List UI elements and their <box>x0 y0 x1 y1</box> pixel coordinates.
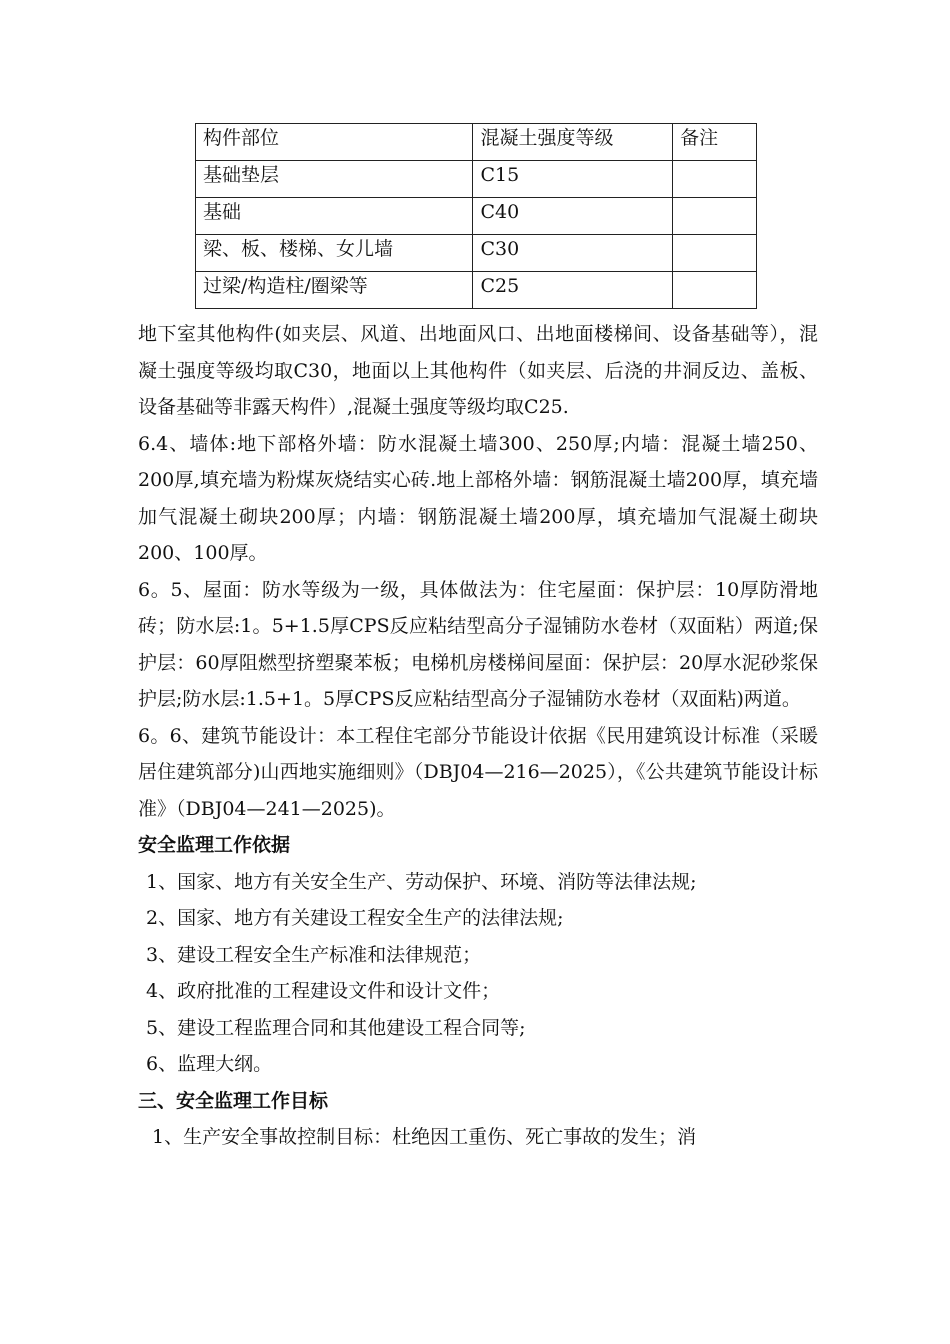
table-row <box>196 235 757 272</box>
paragraph-walls: 6.4、墙体:地下部格外墙：防水混凝土墙300、250厚;内墙：混凝土墙250、200厚,填充墙为粉煤灰烧结实心砖.地上部格外墙：钢筋混凝土墙200厚，填充墙加气混凝土砌块200厚；内墙：钢筋混凝土墙200厚，填充墙加气混凝土砌块200、100厚。 <box>138 432 818 564</box>
list-item: 5、建设工程监理合同和其他建设工程合同等; <box>146 1016 526 1039</box>
list-item: 4、政府批准的工程建设文件和设计文件； <box>146 980 501 1002</box>
table-cell: 基础垫层 <box>196 161 473 198</box>
list-item: 3、建设工程安全生产标准和法律规范； <box>146 943 482 966</box>
table-header-cell: 构件部位 <box>196 124 473 161</box>
table-cell: 基础 <box>196 198 473 235</box>
table-header-cell: 混凝土强度等级 <box>473 124 673 161</box>
table-cell <box>673 272 757 309</box>
body-text <box>138 316 818 1156</box>
table-cell: 过梁/构造柱/圈梁等 <box>196 272 473 309</box>
paragraph-other-components: 地下室其他构件(如夹层、风道、出地面风口、出地面楼梯间、设备基础等），混凝土强度等级均取C30，地面以上其他构件（如夹层、后浇的井洞反边、盖板、设备基础等非露天构件）,混凝土强度等级均取C25. <box>138 323 818 418</box>
section-heading-basis: 安全监理工作依据 <box>138 834 291 856</box>
table-header-cell: 备注 <box>673 124 757 161</box>
table-cell: C30 <box>473 235 673 272</box>
table-row <box>196 272 757 309</box>
list-item: 6、监理大纲。 <box>146 1053 273 1075</box>
paragraph-energy-design: 6。6、建筑节能设计：本工程住宅部分节能设计依据《民用建筑设计标准（采暖居住建筑部分)山西地实施细则》（DBJ04—216—2025），《公共建筑节能设计标准》（DBJ04—241—2025)。 <box>138 724 818 820</box>
table-row <box>196 198 757 235</box>
list-item: 1、国家、地方有关安全生产、劳动保护、环境、消防等法律法规; <box>146 870 697 893</box>
table-cell: C15 <box>473 161 673 198</box>
list-item: 1、生产安全事故控制目标：杜绝因工重伤、死亡事故的发生；消 <box>152 1126 697 1148</box>
table-cell: C40 <box>473 198 673 235</box>
table-cell: C25 <box>473 272 673 309</box>
table-header-row <box>196 124 757 161</box>
table-cell <box>673 161 757 198</box>
table-cell <box>673 235 757 272</box>
table-cell: 梁、板、楼梯、女儿墙 <box>196 235 473 272</box>
table-cell <box>673 198 757 235</box>
list-item: 2、国家、地方有关建设工程安全生产的法律法规; <box>146 907 564 929</box>
table-row <box>196 161 757 198</box>
concrete-strength-table <box>195 123 757 309</box>
section-heading-goals: 三、安全监理工作目标 <box>138 1089 329 1112</box>
paragraph-roof: 6。5、屋面：防水等级为一级，具体做法为：住宅屋面：保护层：10厚防滑地砖；防水层:1。5+1.5厚CPS反应粘结型高分子湿铺防水卷材（双面粘）两道;保护层：60厚阻燃型挤塑聚苯板；电梯机房楼梯间屋面：保护层：20厚水泥砂浆保护层;防水层:1.5+1。5厚CPS反应粘结型高分子湿铺防水卷材（双面粘)两道。 <box>138 578 818 710</box>
